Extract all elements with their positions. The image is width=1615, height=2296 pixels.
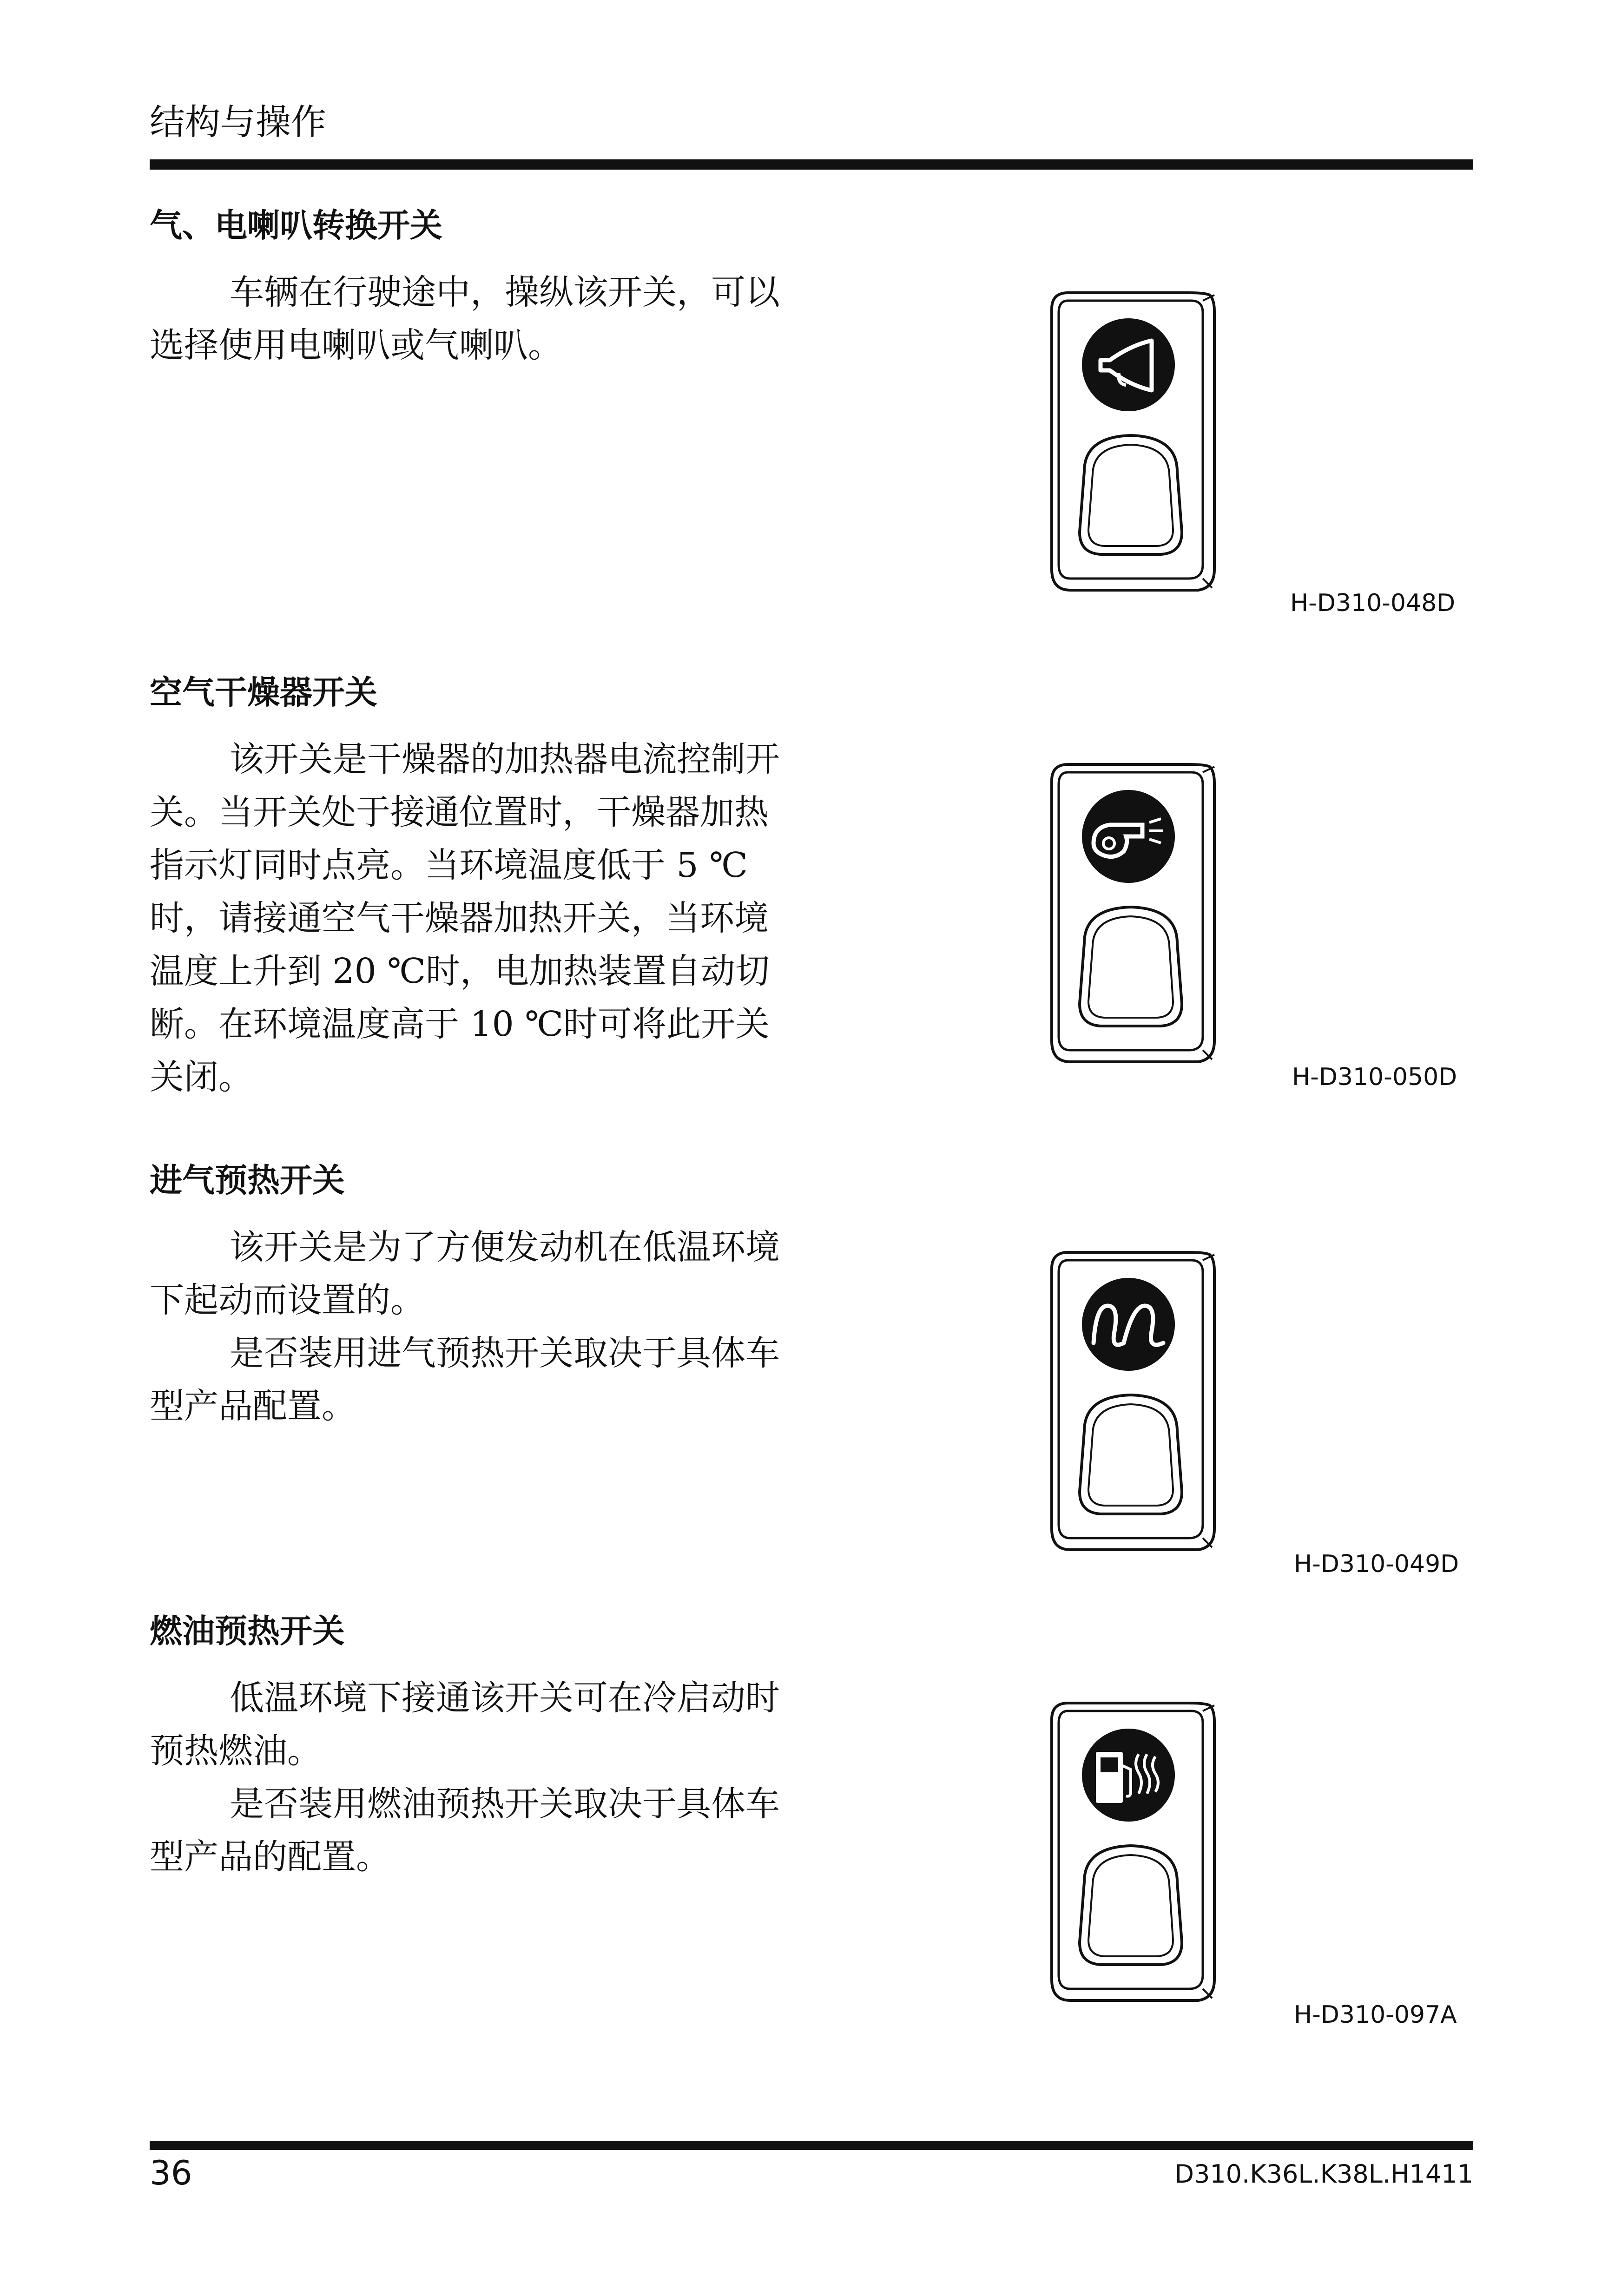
section-paragraph: 低温环境下接通该开关可在冷启动时预热燃油。 bbox=[150, 1678, 780, 1771]
section-title: 气、电喇叭转换开关 bbox=[150, 206, 442, 244]
footer-rule bbox=[150, 2141, 1473, 2150]
section-paragraph: 该开关是为了方便发动机在低温环境下起动而设置的。 bbox=[150, 1227, 780, 1320]
section-paragraph: 是否装用燃油预热开关取决于具体车型产品的配置。 bbox=[150, 1784, 780, 1877]
header-rule bbox=[150, 159, 1473, 170]
section-paragraph: 该开关是干燥器的加热器电流控制开关。当开关处于接通位置时，干燥器加热指示灯同时点亮。当环境温度低于 5 ℃时，请接通空气干燥器加热开关，当环境温度上升到 20 ℃时，电加热装置自动切断。在环境温度高于 10 ℃时可将此开关关闭。 bbox=[150, 739, 780, 1097]
section-title: 燃油预热开关 bbox=[150, 1612, 345, 1650]
section-horn-switch bbox=[150, 206, 800, 372]
section-title: 进气预热开关 bbox=[150, 1161, 345, 1199]
air-dryer-heater-icon bbox=[1082, 790, 1175, 883]
fuel-preheat-icon bbox=[1082, 1729, 1175, 1822]
section-intake-preheat-switch bbox=[150, 1161, 800, 1433]
switch-figure-fuel-preheat bbox=[1049, 1701, 1217, 2003]
rocker-switch bbox=[1049, 762, 1217, 1064]
intake-preheat-coil-icon bbox=[1082, 1278, 1175, 1371]
rocker-switch bbox=[1049, 1701, 1217, 2003]
running-header: 结构与操作 bbox=[150, 101, 326, 143]
section-paragraph: 车辆在行驶途中，操纵该开关，可以选择使用电喇叭或气喇叭。 bbox=[150, 272, 780, 365]
figure-caption: H-D310-097A bbox=[1294, 2001, 1457, 2029]
section-title: 空气干燥器开关 bbox=[150, 673, 377, 711]
rocker-switch bbox=[1049, 290, 1217, 592]
horn-icon bbox=[1082, 318, 1175, 411]
section-air-dryer-switch bbox=[150, 673, 800, 1104]
figure-caption: H-D310-048D bbox=[1290, 589, 1456, 617]
switch-figure-air-dryer bbox=[1049, 762, 1217, 1064]
document-code: D310.K36L.K38L.H1411 bbox=[1174, 2159, 1473, 2189]
switch-figure-intake-preheat bbox=[1049, 1250, 1217, 1552]
figure-caption: H-D310-050D bbox=[1292, 1063, 1457, 1091]
section-fuel-preheat-switch bbox=[150, 1612, 800, 1883]
rocker-switch bbox=[1049, 1250, 1217, 1552]
page-number: 36 bbox=[150, 2153, 192, 2192]
section-paragraph: 是否装用进气预热开关取决于具体车型产品配置。 bbox=[150, 1333, 780, 1426]
figure-caption: H-D310-049D bbox=[1294, 1550, 1459, 1578]
switch-figure-horn bbox=[1049, 290, 1217, 592]
